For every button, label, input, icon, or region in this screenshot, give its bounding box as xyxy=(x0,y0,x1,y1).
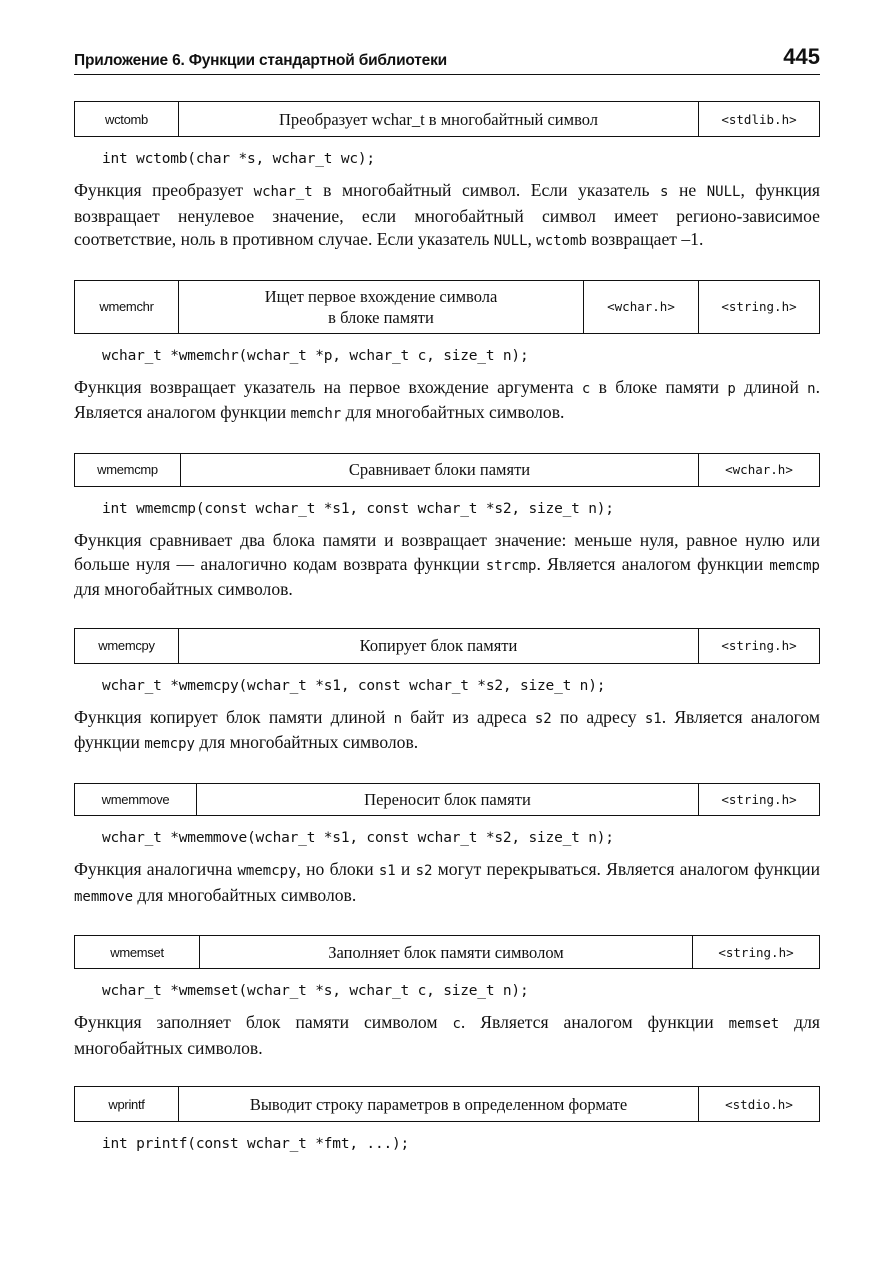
text-part: длиной xyxy=(735,376,808,397)
function-prototype: wchar_t *wmemchr(wchar_t *p, wchar_t c, size_t n); xyxy=(102,347,529,364)
header-file: <string.h> xyxy=(692,936,819,968)
header-file: <string.h> xyxy=(698,784,819,815)
code-term: NULL xyxy=(706,184,741,200)
code-term: s xyxy=(660,184,669,200)
function-prototype: int printf(const wchar_t *fmt, ...); xyxy=(102,1136,410,1153)
description-part: Преобразует wchar_t в многобайтный символ xyxy=(278,109,599,129)
function-text xyxy=(74,706,820,757)
function-description xyxy=(199,936,692,968)
text-part: для многобайтных символов. xyxy=(74,1012,820,1058)
code-term: s1 xyxy=(644,710,662,727)
running-head xyxy=(74,40,820,75)
header-file: <wchar.h> xyxy=(698,454,819,486)
text-part: . Является аналогом функции xyxy=(74,376,820,423)
function-table-wprintf xyxy=(74,1086,820,1122)
text-part: могут перекрываться. Является аналогом функции xyxy=(432,858,820,879)
function-prototype: wchar_t *wmemcpy(wchar_t *s1, const wchar_t *s2, size_t n); xyxy=(102,677,606,694)
code-term: memcpy xyxy=(144,736,195,753)
function-prototype: int wmemcmp(const wchar_t *s1, const wchar_t *s2, size_t n); xyxy=(102,500,614,517)
code-term: s1 xyxy=(378,862,396,879)
header-file: <string.h> xyxy=(698,281,819,333)
function-name: wmemcmp xyxy=(97,462,158,478)
text-part: в блоке памяти xyxy=(590,376,728,397)
function-text xyxy=(74,858,820,909)
text-part: Функция сравнивает два блока памяти и возвращает значение: меньше нуля, равное нулю или больше нуля — аналогично кодам возврата функции xyxy=(74,529,820,574)
code-term: memmove xyxy=(74,888,134,905)
text-part: для многобайтных символов. xyxy=(74,579,293,600)
description-part: Переносит блок памяти xyxy=(364,789,531,809)
code-term: c xyxy=(581,380,591,397)
function-name: wctomb xyxy=(105,111,148,127)
function-table-wctomb xyxy=(74,101,820,137)
code-term: memset xyxy=(728,1016,780,1033)
description-line: в блоке памяти xyxy=(328,307,434,327)
document-page xyxy=(74,40,820,1152)
function-prototype: wchar_t *wmemset(wchar_t *s, wchar_t c, size_t n); xyxy=(102,983,529,1000)
text-part: . Является аналогом функции xyxy=(536,553,770,574)
function-name: wmemchr xyxy=(99,299,154,315)
text-part: для многобайтных символов. xyxy=(133,884,357,905)
function-table-wmemcpy xyxy=(74,628,820,664)
text-part: , но блоки xyxy=(296,858,379,879)
code-term: strcmp xyxy=(485,557,537,574)
text-part: . Является аналогом функции xyxy=(460,1012,729,1033)
function-description xyxy=(178,629,698,663)
text-part: Функция заполняет блок памяти символом xyxy=(74,1012,453,1033)
function-text xyxy=(74,376,820,427)
text-part: для многобайтных символов. xyxy=(194,732,419,753)
text-part: и xyxy=(395,858,416,879)
description-part: Выводит строку параметров в определенном формате xyxy=(249,1094,628,1114)
function-table-wmemset xyxy=(74,935,820,969)
function-table-wmemmove xyxy=(74,783,820,816)
code-term: memchr xyxy=(290,406,342,423)
description-part: Сравнивает блоки памяти xyxy=(348,460,531,480)
header-file: <string.h> xyxy=(698,629,819,663)
function-description xyxy=(180,454,698,486)
text-part: байт из адреса xyxy=(402,706,535,727)
text-part: Функция аналогична xyxy=(74,858,238,879)
text-part: Функция возвращает указатель на первое вхождение аргумента xyxy=(74,376,582,397)
text-part: в многобайтный символ. Если указатель xyxy=(312,180,661,200)
description-part: Заполняет блок памяти символом xyxy=(328,942,564,962)
code-term: p xyxy=(727,380,736,397)
text-part: возвращает –1. xyxy=(586,229,704,250)
header-file: <stdio.h> xyxy=(698,1087,819,1121)
text-part: . Является аналогом функции xyxy=(74,706,820,753)
function-table-wmemcmp xyxy=(74,453,820,487)
function-description xyxy=(178,1087,698,1121)
function-text xyxy=(74,179,820,254)
text-part: , функция возвращает ненулевое значение, если многобайтный символ имеет регионо-зависимое соответствие, ноль в противном случае. Если указатель xyxy=(74,180,820,250)
code-term: memcmp xyxy=(769,557,820,574)
function-name: wprintf xyxy=(108,1096,145,1112)
function-description xyxy=(178,281,583,333)
header-file: <wchar.h> xyxy=(583,281,698,333)
code-term: NULL xyxy=(493,233,528,250)
text-part: , xyxy=(527,229,537,250)
function-text xyxy=(74,1011,820,1060)
function-description xyxy=(178,102,698,136)
description-part: Копирует блок памяти xyxy=(359,636,518,656)
text-part: не xyxy=(668,180,707,200)
code-term: n xyxy=(393,710,403,727)
code-term: wctomb xyxy=(536,233,587,250)
description-line: Ищет первое вхождение символа xyxy=(264,286,498,306)
function-text xyxy=(74,529,820,602)
text-part: Функция преобразует xyxy=(74,180,254,200)
running-title: Приложение 6. Функции стандартной библиотеки xyxy=(74,52,447,69)
code-term: c xyxy=(452,1016,461,1033)
function-name: wmemset xyxy=(110,944,164,960)
function-table-wmemchr xyxy=(74,280,820,334)
code-term: wchar_t xyxy=(253,184,313,200)
text-part: для многобайтных символов. xyxy=(341,402,565,423)
function-prototype: int wctomb(char *s, wchar_t wc); xyxy=(102,151,375,167)
code-term: n xyxy=(807,380,816,397)
text-part: Функция копирует блок памяти длиной xyxy=(74,706,394,727)
text-part: по адресу xyxy=(551,706,645,727)
code-term: s2 xyxy=(534,710,552,727)
function-name: wmemcpy xyxy=(98,638,155,654)
header-file: <stdlib.h> xyxy=(698,102,819,136)
code-term: s2 xyxy=(415,862,433,879)
function-prototype: wchar_t *wmemmove(wchar_t *s1, const wchar_t *s2, size_t n); xyxy=(102,829,614,846)
code-term: wmemcpy xyxy=(237,862,297,879)
page-number: 445 xyxy=(783,44,820,69)
function-name: wmemmove xyxy=(101,791,170,807)
function-description xyxy=(196,784,698,815)
